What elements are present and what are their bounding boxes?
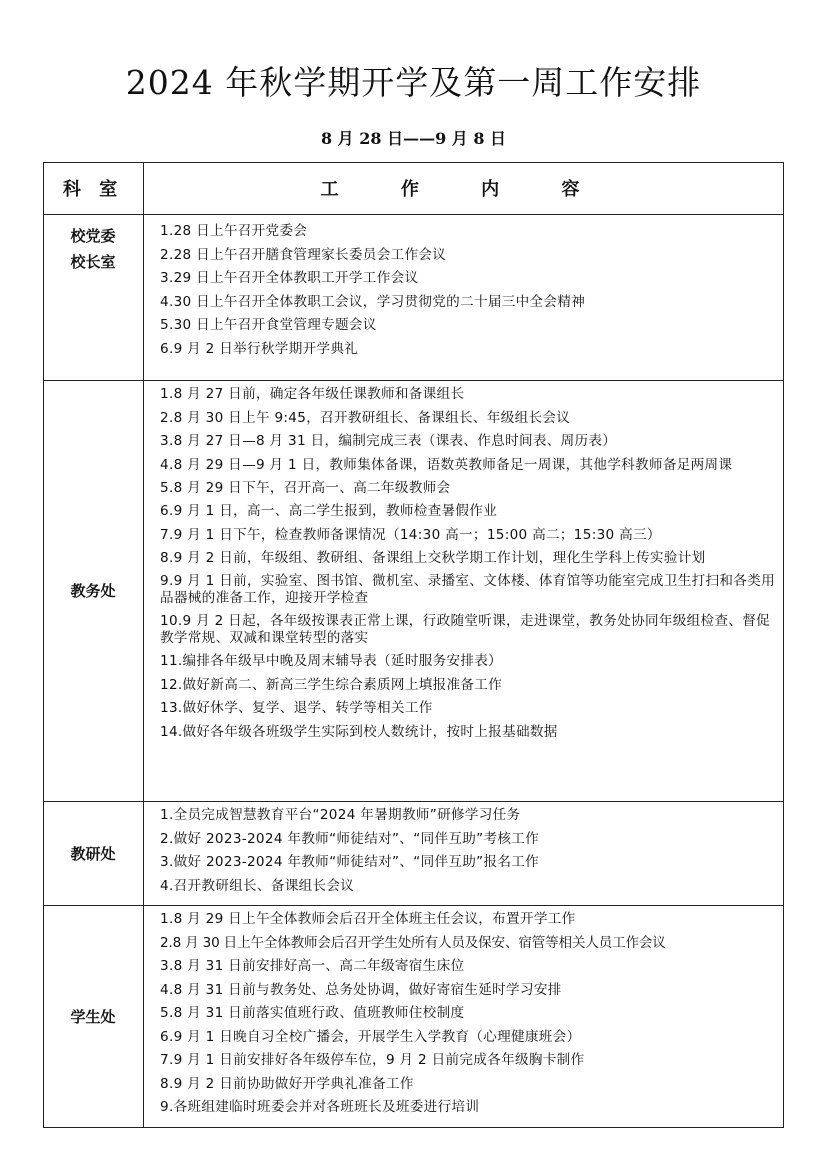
row-divider xyxy=(43,801,784,802)
dept-cell-teaching-research xyxy=(43,801,144,905)
list-item: 5.8 月 29 日下午，召开高一、高二年级教师会 xyxy=(160,479,451,496)
list-item: 4.8 月 29 日—9 月 1 日，教师集体备课，语数英教师备足一周课，其他学科教师备足两周课 xyxy=(160,456,733,473)
list-item: 1.28 日上午召开党委会 xyxy=(160,223,308,239)
list-item: 13.做好休学、复学、退学、转学等相关工作 xyxy=(160,700,433,716)
list-item: 12.做好新高二、新高三学生综合素质网上填报准备工作 xyxy=(160,676,503,693)
content-cell-student-affairs xyxy=(144,908,784,1128)
list-item: 9.各班组建临时班委会并对各班班长及班委进行培训 xyxy=(160,1099,480,1115)
list-item: 7.9 月 1 日前安排好各年级停车位，9 月 2 日前完成各年级胸卡制作 xyxy=(160,1052,585,1068)
content-cell-teaching-research xyxy=(144,804,784,905)
list-item: 1.全员完成智慧教育平台“2024 年暑期教师”研修学习任务 xyxy=(160,807,521,823)
dept-cell-student-affairs xyxy=(43,905,144,1128)
content-cell-party-committee xyxy=(144,220,784,380)
list-item: 3.8 月 27 日—8 月 31 日，编制完成三表（课表、作息时间表、周历表） xyxy=(160,433,617,449)
list-item: 14.做好各年级各班级学生实际到校人数统计，按时上报基础数据 xyxy=(160,723,558,740)
dept-label: 校长室 xyxy=(70,253,116,271)
list-item: 6.9 月 1 日，高一、高二学生报到，教师检查暑假作业 xyxy=(160,503,498,519)
header-content: 工 作 内 容 xyxy=(144,162,784,215)
dept-label: 教研处 xyxy=(70,844,116,863)
list-item: 3.做好 2023-2024 年教师“师徒结对”、“同伴互助”报名工作 xyxy=(160,854,540,870)
list-item: 2.做好 2023-2024 年教师“师徒结对”、“同伴互助”考核工作 xyxy=(160,830,540,847)
list-item: 6.9 月 2 日举行秋学期开学典礼 xyxy=(160,340,359,357)
row-divider xyxy=(43,905,784,906)
dept-cell-academic-affairs xyxy=(43,380,144,801)
list-item: 11.编排各年级早中晚及周末辅导表（延时服务安排表） xyxy=(160,653,503,669)
content-cell-academic-affairs xyxy=(144,383,784,801)
list-item: 7.9 月 1 日下午，检查教师备课情况（14:30 高一；15:00 高二；15:30 高三） xyxy=(160,526,661,543)
row-divider xyxy=(43,380,784,381)
date-range: 8 月 28 日——9 月 8 日 xyxy=(320,129,507,148)
list-item: 8.9 月 2 日前协助做好开学典礼准备工作 xyxy=(160,1075,414,1092)
list-item: 6.9 月 1 日晚自习全校广播会，开展学生入学教育（心理健康班会） xyxy=(160,1028,581,1045)
list-item: 2.28 日上午召开膳食管理家长委员会工作会议 xyxy=(160,246,447,263)
list-item: 9.9 月 1 日前，实验室、图书馆、微机室、录播室、文体楼、体育馆等功能室完成卫生打扫和各类用品器械的准备工作，迎接开学检查 xyxy=(160,573,775,606)
list-item: 2.8 月 30 日上午全体教师会后召开学生处所有人员及保安、宿管等相关人员工作会议 xyxy=(160,934,666,951)
list-item: 1.8 月 29 日上午全体教师会后召开全体班主任会议，布置开学工作 xyxy=(160,911,576,927)
list-item: 2.8 月 30 日上午 9:45，召开教研组长、备课组长、年级组长会议 xyxy=(160,409,571,426)
dept-label: 教务处 xyxy=(70,582,116,600)
list-item: 3.8 月 31 日前安排好高一、高二年级寄宿生床位 xyxy=(160,958,465,974)
dept-cell-party-committee xyxy=(43,215,144,380)
dept-label: 校党委 xyxy=(70,227,116,245)
list-item: 10.9 月 2 日起，各年级按课表正常上课，行政随堂听课，走进课堂，教务处协同年级组检查、督促教学常规、双减和课堂转型的落实 xyxy=(160,613,771,646)
list-item: 4.30 日上午召开全体教职工会议，学习贯彻党的二十届三中全会精神 xyxy=(160,293,586,310)
list-item: 3.29 日上午召开全体教职工开学工作会议 xyxy=(160,270,419,286)
header-dept: 科 室 xyxy=(43,162,144,215)
list-item: 5.30 日上午召开食堂管理专题会议 xyxy=(160,317,377,333)
schedule-table xyxy=(43,162,784,1128)
list-item: 8.9 月 2 日前，年级组、教研组、备课组上交秋学期工作计划，理化生学科上传实验计划 xyxy=(160,550,706,566)
page-title: 2024 年秋学期开学及第一周工作安排 xyxy=(125,63,702,102)
list-item: 4.8 月 31 日前与教务处、总务处协调，做好寄宿生延时学习安排 xyxy=(160,981,562,998)
list-item: 1.8 月 27 日前，确定各年级任课教师和备课组长 xyxy=(160,386,465,402)
list-item: 5.8 月 31 日前落实值班行政、值班教师住校制度 xyxy=(160,1005,465,1021)
dept-label: 学生处 xyxy=(70,1008,116,1026)
list-item: 4.召开教研组长、备课组长会议 xyxy=(160,877,355,894)
